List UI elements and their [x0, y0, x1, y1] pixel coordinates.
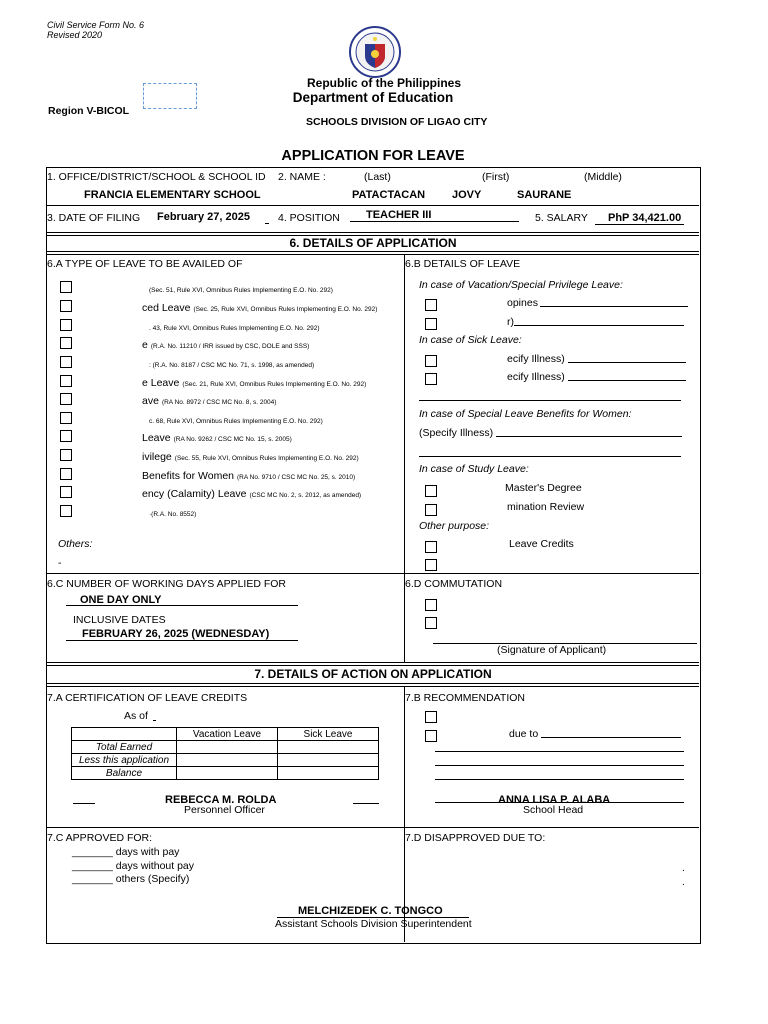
leave-type-reference: (RA No. 9710 / CSC MC No. 25, s. 2010) — [237, 474, 356, 481]
leave-type-label — [142, 447, 359, 465]
officer-title: Personnel Officer — [184, 804, 265, 816]
divider — [47, 232, 699, 233]
reason-line — [435, 779, 684, 780]
filing-underline — [265, 223, 269, 224]
leave-type-label — [142, 335, 309, 353]
sick-option2-checkbox[interactable] — [425, 373, 437, 385]
last-name-value[interactable]: PATACTACAN — [352, 189, 426, 201]
reason-line — [435, 765, 684, 766]
leave-type-reference: (RA No. 9262 / CSC MC No. 15, s. 2005) — [173, 436, 292, 443]
row-label-balance: Balance — [72, 767, 177, 780]
divider — [47, 827, 699, 828]
leave-type-checkbox[interactable] — [60, 375, 72, 387]
leave-type-name: e — [142, 339, 148, 351]
head-title: School Head — [523, 804, 584, 816]
other-option2-checkbox[interactable] — [425, 559, 437, 571]
leave-type-checkbox[interactable] — [60, 449, 72, 461]
leave-type-label — [142, 391, 276, 409]
salary-label: 5. SALARY — [535, 212, 588, 224]
inclusive-line — [66, 640, 298, 641]
sl-total-earned-cell[interactable] — [278, 741, 379, 754]
days-with-pay[interactable]: _______ days with pay — [72, 846, 180, 858]
others-specify[interactable]: _______ others (Specify) — [72, 873, 190, 885]
reason-line — [435, 751, 684, 752]
leave-type-reference: (RA No. 8972 / CSC MC No. 8, s. 2004) — [161, 399, 277, 406]
leave-type-name: ave — [142, 395, 159, 407]
due-to-line — [541, 737, 681, 738]
leave-type-label — [142, 428, 292, 446]
leave-type-checkbox[interactable] — [60, 505, 72, 517]
column-divider — [404, 686, 405, 942]
leave-type-label — [146, 503, 196, 521]
leave-type-checkbox[interactable] — [60, 337, 72, 349]
leave-type-reference: (CSC MC No. 2, s. 2012, as amended) — [249, 492, 362, 499]
leave-type-reference: (Sec. 21, Rule XVI, Omnibus Rules Implementing E.O. No. 292) — [182, 381, 367, 388]
divider — [47, 251, 699, 252]
leave-type-name: e Leave — [142, 377, 180, 389]
due-to-label: due to — [509, 728, 539, 740]
commutation-not-requested-checkbox[interactable] — [425, 617, 437, 629]
women-option-line — [496, 436, 682, 437]
middle-label: (Middle) — [584, 171, 622, 183]
table-header-cell: Sick Leave — [278, 728, 379, 741]
officer-line-left — [73, 803, 95, 804]
vac-option1-line — [540, 306, 688, 307]
section7-heading: 7. DETAILS OF ACTION ON APPLICATION — [254, 667, 492, 681]
signature-label: (Signature of Applicant) — [497, 644, 607, 656]
deped-seal-icon — [349, 26, 401, 78]
vl-less-cell[interactable] — [177, 754, 278, 767]
department-line: Department of Education — [292, 90, 454, 105]
sick-heading: In case of Sick Leave: — [419, 334, 522, 346]
vac-heading: In case of Vacation/Special Privilege Leave: — [419, 279, 623, 291]
head-name: ANNA LISA P. ALABA — [498, 794, 611, 806]
leave-type-label — [146, 279, 333, 297]
leave-type-label — [146, 354, 314, 372]
asds-name: MELCHIZEDEK C. TONGCO — [298, 905, 443, 917]
leave-type-checkbox[interactable] — [60, 319, 72, 331]
others-label: Others: — [58, 538, 93, 550]
officer-line-right — [353, 803, 379, 804]
disapprove-mark: . — [682, 862, 685, 874]
vac-option1-label: opines — [507, 297, 538, 309]
asds-title: Assistant Schools Division Superintendent — [275, 918, 472, 930]
commutation-requested-checkbox[interactable] — [425, 599, 437, 611]
division-label: SCHOOLS DIVISION OF LIGAO CITY — [306, 116, 488, 128]
leave-type-reference: (Sec. 55, Rule XVI, Omnibus Rules Implementing E.O. No. 292) — [174, 455, 359, 462]
divider — [47, 573, 699, 574]
sl-balance-cell[interactable] — [278, 767, 379, 780]
filing-value[interactable]: February 27, 2025 — [157, 211, 250, 223]
divider — [47, 254, 699, 255]
divider — [47, 205, 699, 206]
other-option1-checkbox[interactable] — [425, 541, 437, 553]
vac-option1-checkbox[interactable] — [425, 299, 437, 311]
7b-label: 7.B RECOMMENDATION — [405, 692, 525, 704]
7a-label: 7.A CERTIFICATION OF LEAVE CREDITS — [47, 692, 248, 704]
leave-credits-table — [71, 727, 379, 780]
row-label-less-application: Less this application — [72, 754, 177, 767]
women-heading: In case of Special Leave Benefits for Women: — [419, 408, 632, 420]
sl-less-cell[interactable] — [278, 754, 379, 767]
office-value[interactable]: FRANCIA ELEMENTARY SCHOOL — [84, 189, 261, 201]
study-heading: In case of Study Leave: — [419, 463, 529, 475]
divider — [47, 662, 699, 663]
leave-type-label — [142, 373, 366, 391]
form-id — [47, 20, 144, 40]
salary-underline — [595, 224, 684, 225]
leave-type-label — [146, 317, 320, 335]
leave-type-reference: (Sec. 51, Rule XVI, Omnibus Rules Implementing E.O. No. 292) — [149, 287, 333, 294]
sick-option1-label: ecify Illness) — [507, 353, 565, 365]
other-option1-label: Leave Credits — [509, 538, 574, 550]
inclusive-label: INCLUSIVE DATES — [73, 614, 166, 626]
name-label: 2. NAME : — [278, 171, 326, 183]
vac-option2-line — [514, 325, 684, 326]
7c-label: 7.C APPROVED FOR: — [47, 832, 153, 844]
leave-type-checkbox[interactable] — [60, 486, 72, 498]
others-mark: - — [58, 557, 62, 569]
leave-type-name: Leave — [142, 432, 171, 444]
sick-option1-checkbox[interactable] — [425, 355, 437, 367]
women-extra-line — [419, 456, 681, 457]
6d-label: 6.D COMMUTATION — [405, 578, 503, 590]
first-label: (First) — [482, 171, 510, 183]
leave-type-reference: c. 68, Rule XVI, Omnibus Rules Implementing E.O. No. 292) — [149, 418, 323, 425]
divider — [47, 683, 699, 684]
column-divider — [404, 254, 405, 662]
days-without-pay[interactable]: _______ days without pay — [72, 860, 195, 872]
leave-type-checkbox[interactable] — [60, 356, 72, 368]
leave-type-name: ivilege — [142, 451, 172, 463]
as-of-label: As of — [124, 710, 148, 722]
row-label-total-earned: Total Earned — [72, 741, 177, 754]
leave-type-checkbox[interactable] — [60, 412, 72, 424]
leave-type-checkbox[interactable] — [60, 393, 72, 405]
leave-type-label — [146, 410, 323, 428]
6a-label: 6.A TYPE OF LEAVE TO BE AVAILED OF — [47, 258, 243, 270]
leave-type-checkbox[interactable] — [60, 281, 72, 293]
study-option1-checkbox[interactable] — [425, 485, 437, 497]
as-of-line — [153, 720, 156, 721]
leave-type-reference: (R.A. No. 11210 / IRR issued by CSC, DOLE and SSS) — [150, 343, 310, 350]
leave-type-name: ency (Calamity) Leave — [142, 488, 247, 500]
leave-type-checkbox[interactable] — [60, 430, 72, 442]
working-days-line — [66, 605, 298, 606]
divider — [47, 665, 699, 666]
sick-option1-line — [568, 362, 686, 363]
office-label: 1. OFFICE/DISTRICT/SCHOOL & SCHOOL ID — [47, 171, 266, 183]
republic-line: Republic of the Philippines — [306, 76, 461, 90]
divider — [47, 686, 699, 687]
sick-option2-label: ecify Illness) — [507, 371, 565, 383]
salary-value[interactable]: PhP 34,421.00 — [608, 212, 682, 224]
recommend-disapproval-checkbox[interactable] — [425, 730, 437, 742]
6c-label: 6.C NUMBER OF WORKING DAYS APPLIED FOR — [47, 578, 287, 590]
form-id-line2: Revised 2020 — [47, 30, 103, 40]
women-option-label: (Specify Illness) — [419, 427, 494, 439]
working-days-value[interactable]: ONE DAY ONLY — [80, 594, 162, 606]
sick-extra-line — [419, 400, 681, 401]
leave-type-name: ced Leave — [142, 302, 191, 314]
leave-type-reference: ·(R.A. No. 8552) — [149, 511, 197, 518]
leave-type-label — [142, 466, 355, 484]
recommend-approval-checkbox[interactable] — [425, 711, 437, 723]
6b-label: 6.B DETAILS OF LEAVE — [405, 258, 521, 270]
filing-label: 3. DATE OF FILING — [47, 212, 141, 224]
leave-type-checkbox[interactable] — [60, 468, 72, 480]
vl-total-earned-cell[interactable] — [177, 741, 278, 754]
section6-heading: 6. DETAILS OF APPLICATION — [289, 236, 457, 250]
study-option2-checkbox[interactable] — [425, 504, 437, 516]
vl-balance-cell[interactable] — [177, 767, 278, 780]
vac-option2-checkbox[interactable] — [425, 318, 437, 330]
other-purpose-heading: Other purpose: — [419, 520, 490, 532]
region-label: Region V-BICOL — [48, 105, 130, 117]
image-placeholder — [143, 83, 197, 109]
study-option2-label: mination Review — [507, 501, 585, 513]
table-header-cell — [72, 728, 177, 741]
position-value[interactable]: TEACHER III — [366, 209, 432, 221]
table-header-cell: Vacation Leave — [177, 728, 278, 741]
middle-name-value[interactable]: SAURANE — [517, 189, 572, 201]
study-option1-label: Master's Degree — [505, 482, 582, 494]
7d-label: 7.D DISAPPROVED DUE TO: — [405, 832, 546, 844]
leave-type-reference: . 43, Rule XVI, Omnibus Rules Implementing E.O. No. 292) — [149, 325, 320, 332]
first-name-value[interactable]: JOVY — [452, 189, 482, 201]
sick-option2-line — [568, 380, 686, 381]
disapprove-mark: . — [682, 876, 685, 888]
officer-name: REBECCA M. ROLDA — [165, 794, 277, 806]
form-title: APPLICATION FOR LEAVE — [281, 148, 465, 164]
leave-type-reference: (Sec. 25, Rule XVI, Omnibus Rules Implementing E.O. No. 292) — [193, 306, 378, 313]
position-label: 4. POSITION — [278, 212, 340, 224]
last-label: (Last) — [364, 171, 391, 183]
form-id-line1: Civil Service Form No. 6 — [47, 20, 145, 30]
inclusive-value[interactable]: FEBRUARY 26, 2025 (WEDNESDAY) — [82, 628, 270, 640]
leave-type-checkbox[interactable] — [60, 300, 72, 312]
leave-type-label — [142, 484, 361, 502]
vac-option2-label: r) — [507, 316, 514, 328]
leave-type-reference: : (R.A. No. 8187 / CSC MC No. 71, s. 1998, as amended) — [149, 362, 315, 369]
position-underline — [350, 221, 519, 222]
leave-type-name: Benefits for Women — [142, 470, 235, 482]
leave-type-label — [142, 298, 377, 316]
